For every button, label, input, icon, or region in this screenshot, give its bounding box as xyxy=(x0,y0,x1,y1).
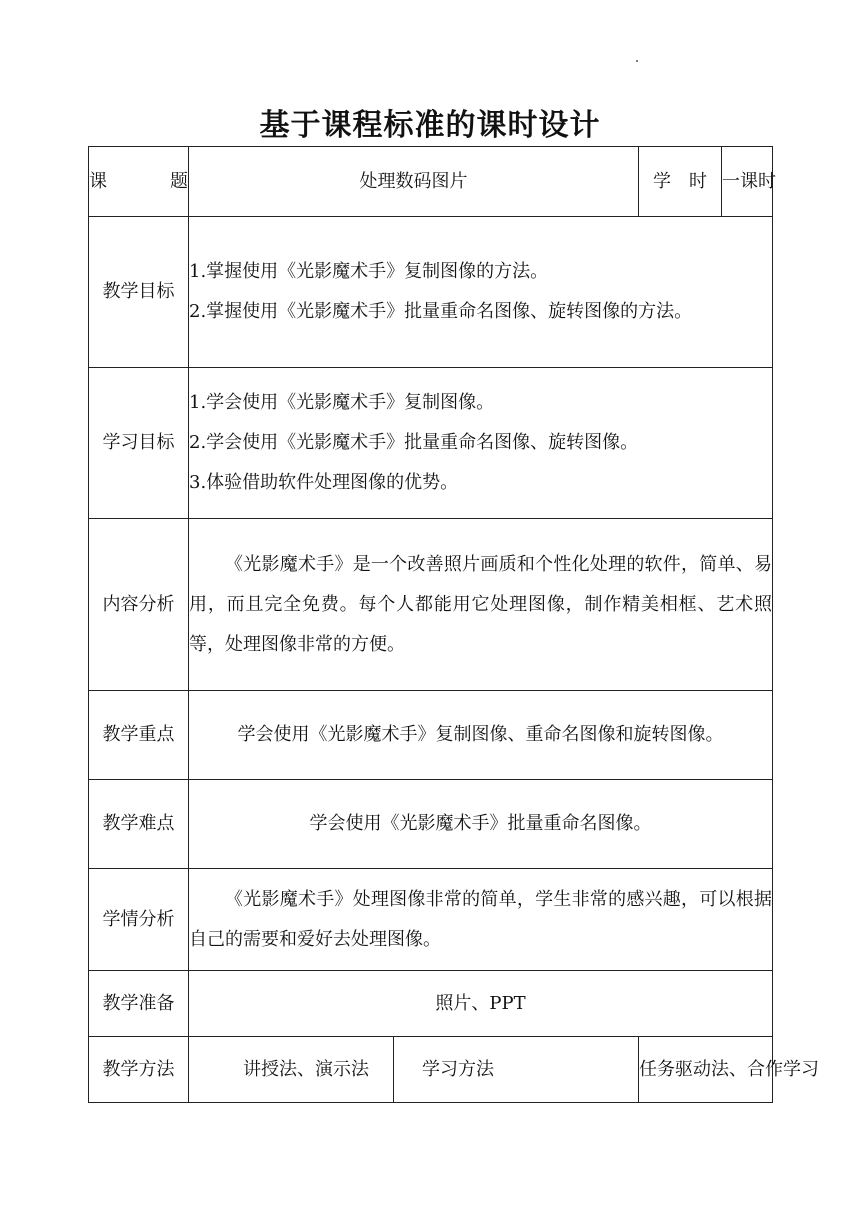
row-methods xyxy=(89,1037,773,1103)
learning-goals-content xyxy=(189,368,773,519)
hours-label: 学 时 xyxy=(639,147,722,217)
learning-method-value: 任务驱动法、合作学习 xyxy=(639,1037,773,1103)
row-teaching-goals xyxy=(89,217,773,368)
row-learning-goals xyxy=(89,368,773,519)
hours-value: 一课时 xyxy=(722,147,773,217)
row-difficult-points xyxy=(89,780,773,869)
preparation-text: 照片、PPT xyxy=(189,971,773,1037)
row-preparation xyxy=(89,971,773,1037)
content-analysis-text: 《光影魔术手》是一个改善照片画质和个性化处理的软件，简单、易用，而且完全免费。每个人都能用它处理图像，制作精美相框、艺术照等，处理图像非常的方便。 xyxy=(189,519,773,691)
teaching-method-label: 教学方法 xyxy=(89,1037,189,1103)
learning-goal-item: 3.体验借助软件处理图像的优势。 xyxy=(189,472,459,493)
page-title: 基于课程标准的课时设计 xyxy=(259,108,601,143)
teaching-goals-content xyxy=(189,217,773,368)
teaching-goal-item: 1.掌握使用《光影魔术手》复制图像的方法。 xyxy=(189,261,549,282)
key-points-label: 教学重点 xyxy=(89,691,189,780)
learning-method-label: 学习方法 xyxy=(394,1037,639,1103)
page-dot xyxy=(636,60,638,62)
row-topic xyxy=(89,147,773,217)
difficult-points-text: 学会使用《光影魔术手》批量重命名图像。 xyxy=(189,780,773,869)
learning-goals-label: 学习目标 xyxy=(89,368,189,519)
row-content-analysis xyxy=(89,519,773,691)
topic-value: 处理数码图片 xyxy=(189,147,639,217)
teaching-goal-item: 2.掌握使用《光影魔术手》批量重命名图像、旋转图像的方法。 xyxy=(189,301,693,322)
student-analysis-label: 学情分析 xyxy=(89,869,189,971)
content-analysis-label: 内容分析 xyxy=(89,519,189,691)
learning-goal-item: 2.学会使用《光影魔术手》批量重命名图像、旋转图像。 xyxy=(189,432,639,453)
difficult-points-label: 教学难点 xyxy=(89,780,189,869)
teaching-method-value: 讲授法、演示法 xyxy=(189,1037,394,1103)
row-key-points xyxy=(89,691,773,780)
student-analysis-text: 《光影魔术手》处理图像非常的简单，学生非常的感兴趣，可以根据自己的需要和爱好去处理图像。 xyxy=(189,869,773,971)
topic-label: 课 题 xyxy=(89,147,189,217)
key-points-text: 学会使用《光影魔术手》复制图像、重命名图像和旋转图像。 xyxy=(189,691,773,780)
row-student-analysis xyxy=(89,869,773,971)
teaching-goals-label: 教学目标 xyxy=(89,217,189,368)
preparation-label: 教学准备 xyxy=(89,971,189,1037)
learning-goal-item: 1.学会使用《光影魔术手》复制图像。 xyxy=(189,392,495,413)
lesson-design-table xyxy=(88,146,820,1103)
